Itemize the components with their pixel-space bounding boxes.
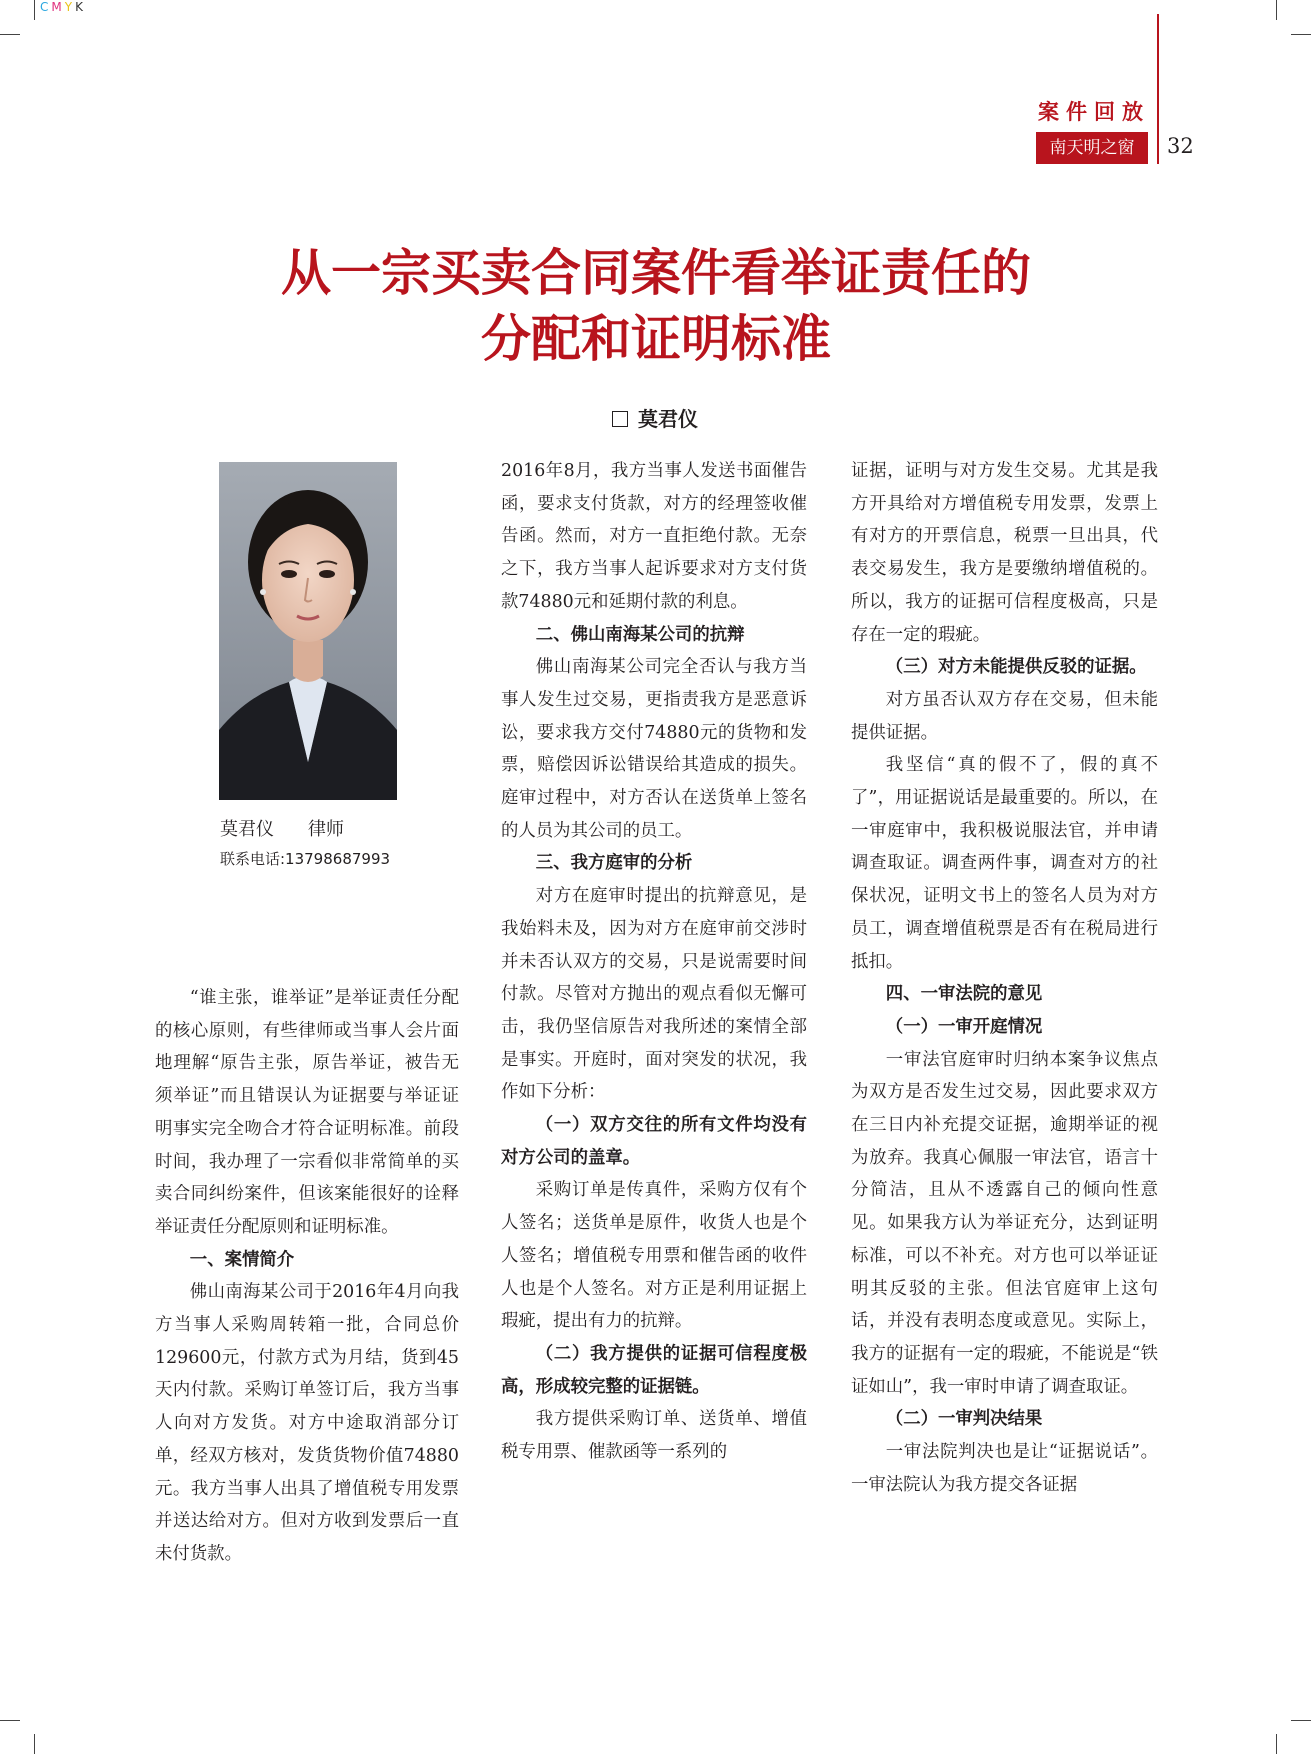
paragraph: “谁主张，谁举证”是举证责任分配的核心原则，有些律师或当事人会片面地理解“原告主张，原告举证，被告无须举证”而且错误认为证据要与举证证明事实完全吻合才符合证明标准。前段时间，我办理了一宗看似非常简单的买卖合同纠纷案件，但该案能很好的诠释举证责任分配原则和证明标准。 — [155, 988, 459, 1237]
square-bullet-icon — [612, 411, 628, 427]
section-title: 案件回放 — [1038, 100, 1150, 124]
sub-heading: （二）一审判决结果 — [885, 1409, 1043, 1430]
crop-mark — [34, 0, 35, 20]
section-heading: 一、案情简介 — [189, 1249, 295, 1270]
page-number: 32 — [1167, 134, 1194, 158]
section-heading: 二、佛山南海某公司的抗辩 — [535, 624, 745, 645]
paragraph: 证据，证明与对方发生交易。尤其是我方开具给对方增值税专用发票，发票上有对方的开票信息，税票一旦出具，代表交易发生，我方是要缴纳增值税的。所以，我方的证据可信程度极高，只是存在一定的瑕疵。 — [851, 461, 1158, 645]
caption-phone: 联系电话:13798687993 — [220, 850, 391, 868]
paragraph: 我坚信“真的假不了，假的真不了”，用证据说话是最重要的。所以，在一审庭审中，我积极说服法官，并申请调查取证。调查两件事，调查对方的社保状况，证明文书上的签名人员为对方员工，调查增值税票是否有在税局进行抵扣。 — [851, 755, 1158, 972]
color-registration-mark: CMYK — [40, 0, 86, 14]
paragraph: 一审法院判决也是让“证据说话”。一审法院认为我方提交各证据 — [851, 1442, 1158, 1495]
author-photo — [219, 462, 397, 800]
portrait-image — [219, 462, 397, 800]
paragraph: 佛山南海某公司完全否认与我方当事人发生过交易，更指责我方是恶意诉讼，要求我方交付74880元的货物和发票，赔偿因诉讼错误给其造成的损失。庭审过程中，对方否认在送货单上签名的人员为其公司的员工。 — [501, 657, 807, 841]
sub-heading: （二）我方提供的证据可信程度极高，形成较完整的证据链。 — [501, 1343, 807, 1397]
text-column-2 — [501, 455, 807, 1469]
sub-heading: （三）对方未能提供反驳的证据。 — [885, 657, 1147, 678]
author-name: 莫君仪 — [638, 407, 698, 431]
article-title — [150, 240, 1162, 372]
caption-name: 莫君仪 — [220, 819, 274, 840]
paragraph: 对方在庭审时提出的抗辩意见，是我始料未及，因为对方在庭审前交涉时并未否认双方的交易，只是说需要时间付款。尽管对方抛出的观点看似无懈可击，我仍坚信原告对我所述的案情全部是事实。开庭时，面对突发的状况，我作如下分析： — [501, 886, 807, 1103]
crop-mark — [1291, 34, 1311, 35]
crop-mark — [0, 1720, 20, 1721]
crop-mark — [34, 1734, 35, 1754]
paragraph: 我方提供采购订单、送货单、增值税专用票、催款函等一系列的 — [501, 1409, 807, 1463]
paragraph: 采购订单是传真件，采购方仅有个人签名；送货单是原件，收货人也是个人签名；增值税专用票和催告函的收件人也是个人签名。对方正是利用证据上瑕疵，提出有力的抗辩。 — [501, 1180, 807, 1332]
crop-mark — [0, 34, 20, 35]
section-heading: 三、我方庭审的分析 — [535, 853, 693, 874]
column-badge: 南天明之窗 — [1036, 132, 1148, 164]
crop-mark — [1276, 0, 1277, 20]
header-divider — [1157, 14, 1159, 164]
crop-mark — [1276, 1734, 1277, 1754]
text-column-1 — [155, 982, 459, 1571]
paragraph: 佛山南海某公司于2016年4月向我方当事人采购周转箱一批，合同总价129600元，付款方式为月结，货到45天内付款。采购订单签订后，我方当事人向对方发货。对方中途取消部分订单，经双方核对，发货货物价值74880元。我方当事人出具了增值税专用发票并送达给对方。但对方收到发票后一直未付货款。 — [155, 1282, 459, 1564]
paragraph: 对方虽否认双方存在交易，但未能提供证据。 — [851, 689, 1158, 743]
caption-role: 律师 — [308, 819, 344, 840]
title-line-1: 从一宗买卖合同案件看举证责任的 — [281, 244, 1031, 302]
author-byline — [500, 403, 810, 432]
paragraph: 2016年8月，我方当事人发送书面催告函，要求支付货款，对方的经理签收催告函。然而，对方一直拒绝付款。无奈之下，我方当事人起诉要求对方支付货款74880元和延期付款的利息。 — [501, 461, 807, 612]
text-column-3 — [851, 455, 1158, 1502]
sub-heading: （一）双方交往的所有文件均没有对方公司的盖章。 — [501, 1115, 807, 1168]
sub-heading: （一）一审开庭情况 — [885, 1016, 1043, 1037]
title-line-2: 分配和证明标准 — [481, 310, 831, 368]
crop-mark — [1291, 1720, 1311, 1721]
section-heading: 四、一审法院的意见 — [885, 984, 1043, 1005]
photo-caption — [220, 815, 378, 841]
paragraph: 一审法官庭审时归纳本案争议焦点为双方是否发生过交易，因此要求双方在三日内补充提交证据，逾期举证的视为放弃。我真心佩服一审法官，语言十分简洁，且从不透露自己的倾向性意见。如果我方认为举证充分，达到证明标准，可以不补充。对方也可以举证证明其反驳的主张。但法官庭审上这句话，并没有表明态度或意见。实际上，我方的证据有一定的瑕疵，不能说是“铁证如山”，我一审时申请了调查取证。 — [851, 1049, 1158, 1397]
